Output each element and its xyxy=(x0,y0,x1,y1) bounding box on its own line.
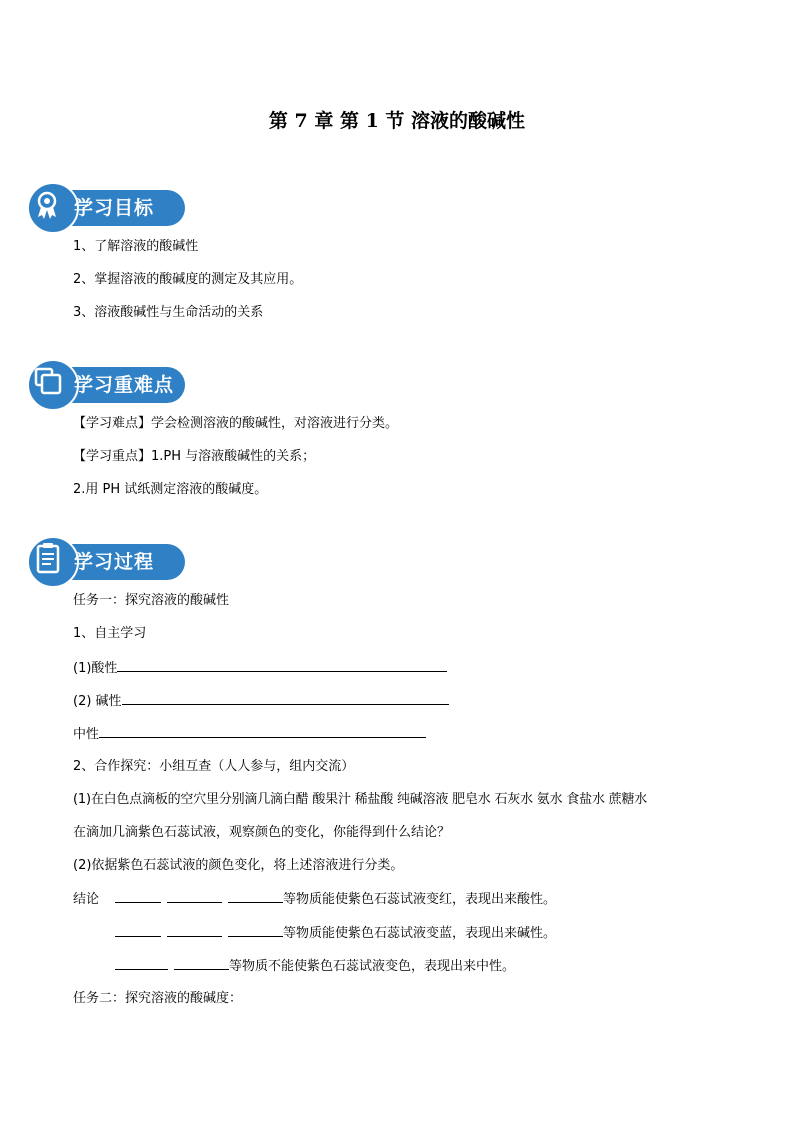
base-line xyxy=(73,692,449,711)
conclusion-base xyxy=(115,924,556,943)
fill-blank[interactable] xyxy=(167,924,222,937)
section-banner-keypoints xyxy=(27,359,187,411)
objective-item: 1、了解溶液的酸碱性 xyxy=(73,239,199,254)
key-point: 2.用 PH 试纸测定溶液的酸碱度。 xyxy=(73,482,268,497)
clipboard-icon xyxy=(27,536,79,588)
fill-blank[interactable] xyxy=(115,890,161,903)
objective-item: 3、溶液酸碱性与生命活动的关系 xyxy=(73,305,264,320)
task-heading: 任务二：探究溶液的酸碱度： xyxy=(73,991,243,1006)
subheading: 1、自主学习 xyxy=(73,626,147,641)
section-heading: 学习重难点 xyxy=(74,374,175,396)
fill-blank[interactable] xyxy=(117,659,447,672)
conclusion-acid xyxy=(73,890,556,909)
acid-line xyxy=(73,659,447,678)
fill-blank[interactable] xyxy=(122,692,449,705)
coop-heading: 2、合作探究：小组互查（人人参与，组内交流） xyxy=(73,759,355,774)
neutral-label: 中性 xyxy=(73,727,100,742)
fill-blank[interactable] xyxy=(115,957,168,970)
base-label: (2) 碱性 xyxy=(73,694,122,709)
conclusion-label: 结论 xyxy=(73,892,100,907)
section-banner-objectives xyxy=(27,182,187,234)
difficult-point: 【学习难点】学会检测溶液的酸碱性，对溶液进行分类。 xyxy=(73,416,399,431)
section-heading: 学习目标 xyxy=(74,197,155,219)
section-heading: 学习过程 xyxy=(74,551,155,573)
fill-blank[interactable] xyxy=(115,924,161,937)
award-icon xyxy=(27,182,79,234)
section-banner-process xyxy=(27,536,187,588)
task-heading: 任务一：探究溶液的酸碱性 xyxy=(73,593,230,608)
experiment-text: (2)依据紫色石蕊试液的颜色变化，将上述溶液进行分类。 xyxy=(73,858,404,873)
stacked-pages-icon xyxy=(27,359,79,411)
conclusion-neutral xyxy=(115,957,515,976)
fill-blank[interactable] xyxy=(167,890,222,903)
neutral-line xyxy=(73,725,426,744)
key-point: 【学习重点】1.PH 与溶液酸碱性的关系； xyxy=(73,449,316,464)
conclusion-text: 等物质能使紫色石蕊试液变蓝，表现出来碱性。 xyxy=(283,926,557,941)
conclusion-text: 等物质能使紫色石蕊试液变红，表现出来酸性。 xyxy=(283,892,557,907)
acid-label: (1)酸性 xyxy=(73,661,118,676)
page-title: 第 7 章 第 1 节 溶液的酸碱性 xyxy=(268,110,526,132)
experiment-text: (1)在白色点滴板的空穴里分别滴几滴白醋 酸果汁 稀盐酸 纯碱溶液 肥皂水 石灰水 氨水 食盐水 蔗糖水 xyxy=(73,792,648,807)
experiment-text: 在滴加几滴紫色石蕊试液，观察颜色的变化，你能得到什么结论？ xyxy=(73,825,451,840)
conclusion-text: 等物质不能使紫色石蕊试液变色，表现出来中性。 xyxy=(229,959,516,974)
fill-blank[interactable] xyxy=(228,890,283,903)
fill-blank[interactable] xyxy=(228,924,283,937)
objective-item: 2、掌握溶液的酸碱度的测定及其应用。 xyxy=(73,272,303,287)
fill-blank[interactable] xyxy=(99,725,426,738)
fill-blank[interactable] xyxy=(174,957,229,970)
